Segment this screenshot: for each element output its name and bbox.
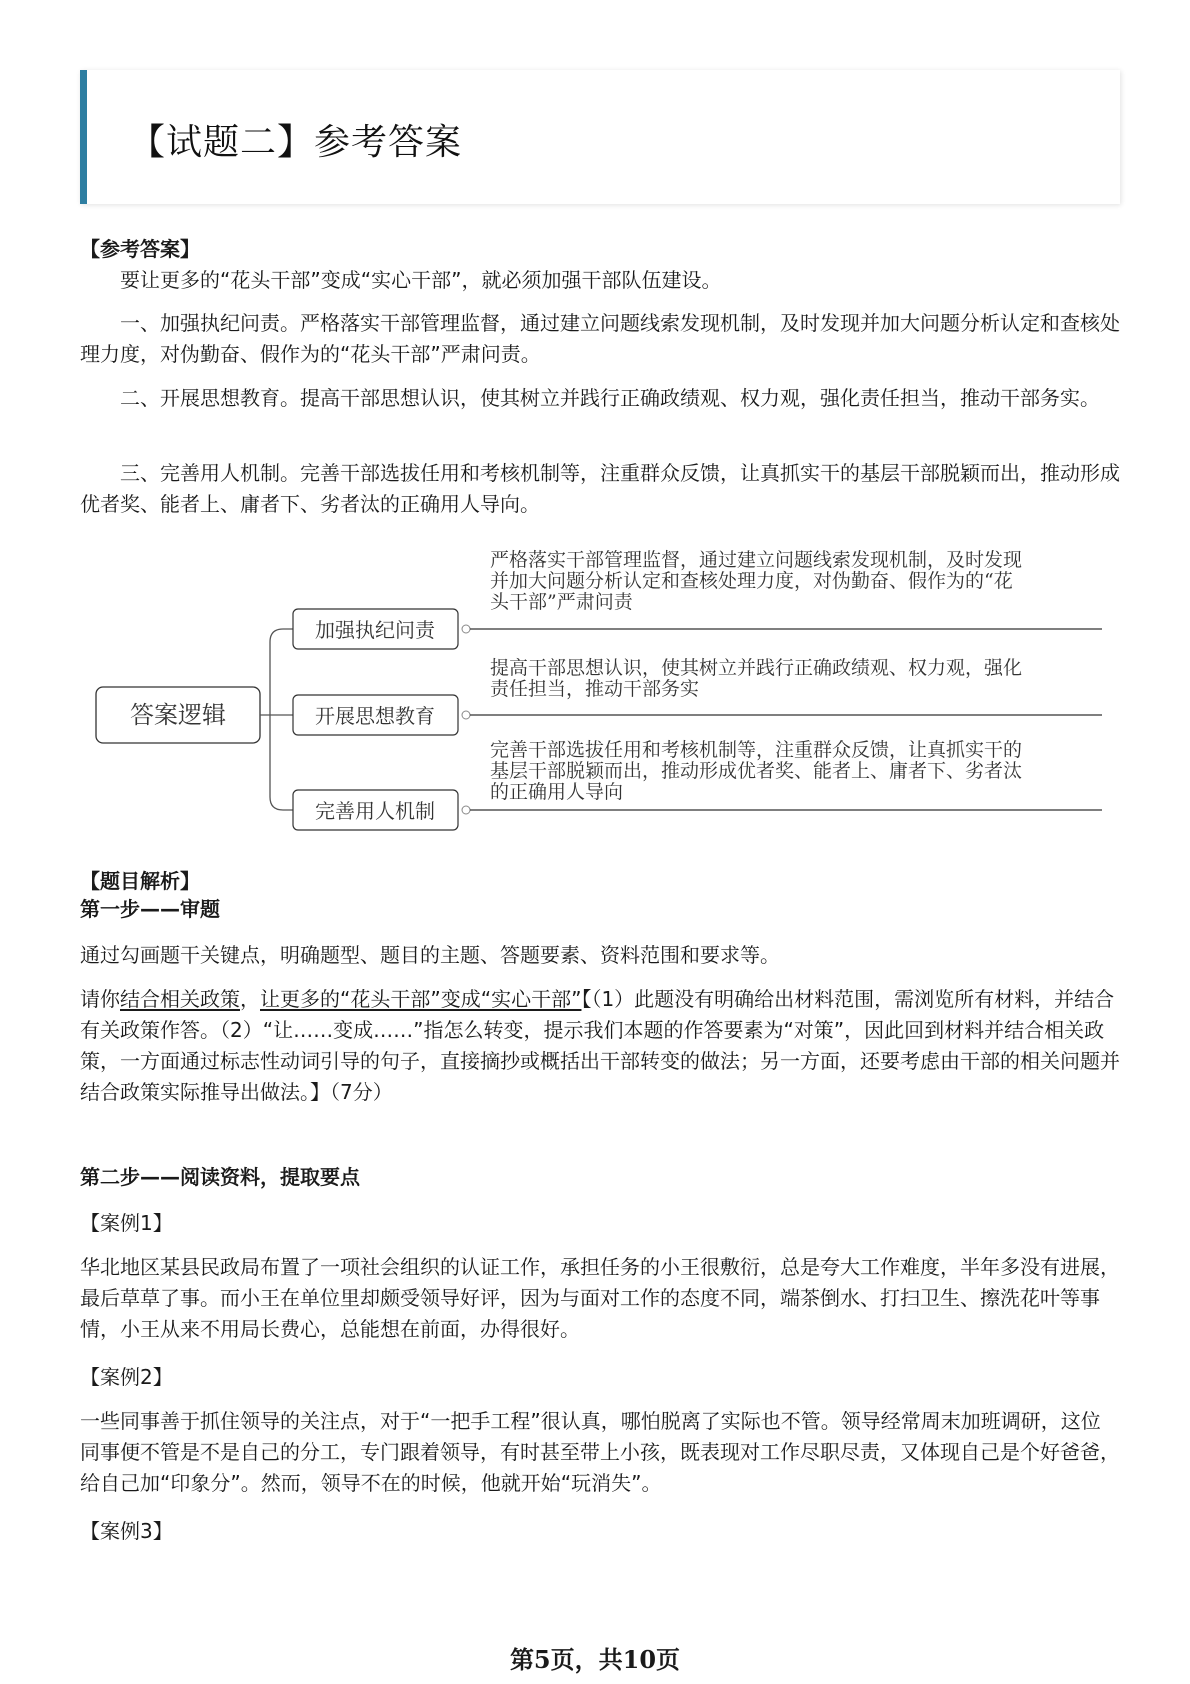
case-2-text: 一些同事善于抓住领导的关注点，对于“一把手工程”很认真，哪怕脱离了实际也不管。领导经常周末加班调研，这位同事便不管是不是自己的分工，专门跟着领导，有时甚至带上小孩，既表现对工作尽职尽责，又体现自己是个好爸爸，给自己加“印象分”。然而，领导不在的时候，他就开始“玩消失”。 (80, 1409, 1120, 1495)
case-2-label: 【案例2】 (80, 1365, 173, 1389)
mindmap-leaf-line-2-2: 责任担当，推动干部务实 (490, 678, 700, 700)
question-analysis (80, 984, 1120, 1108)
mindmap-leaf-line-1-1: 严格落实干部管理监督，通过建立问题线索发现机制，及时发现 (490, 549, 1023, 571)
case-3-label: 【案例3】 (80, 1519, 173, 1543)
mindmap-expand-dot-1 (462, 625, 470, 633)
case-1-label: 【案例1】 (80, 1211, 173, 1235)
page-title: 【试题二】参考答案 (129, 122, 463, 163)
mindmap-leaf-text-2 (490, 656, 1028, 700)
answer-intro: 要让更多的“花头干部”变成“实心干部”，就必须加强干部队伍建设。 (120, 268, 722, 292)
analysis-heading: 【题目解析】 (80, 869, 200, 893)
answer-heading: 【参考答案】 (80, 237, 200, 261)
step1-desc: 通过勾画题干关键点，明确题型、题目的主题、答题要素、资料范围和要求等。 (80, 943, 780, 967)
mindmap-branch-label-2: 开展思想教育 (315, 704, 435, 728)
mindmap-expand-dot-2 (462, 711, 470, 719)
mindmap-connectors (260, 629, 293, 810)
mindmap-expand-dot-3 (462, 806, 470, 814)
answer-point-2: 二、开展思想教育。提高干部思想认识，使其树立并践行正确政绩观、权力观，强化责任担当，推动干部务实。 (120, 386, 1100, 410)
mindmap-leaf-line-3-2: 基层干部脱颖而出，推动形成优者奖、能者上、庸者下、劣者汰 (490, 760, 1023, 782)
case-1-text: 华北地区某县民政局布置了一项社会组织的认证工作，承担任务的小王很敷衍，总是夸大工作难度，半年多没有进展，最后草草了事。而小王在单位里却颇受领导好评，因为与面对工作的态度不同，端茶倒水、打扫卫生、擦洗花叶等事情，小王从来不用局长费心，总能想在前面，办得很好。 (80, 1255, 1120, 1341)
question-prefix: 请你 (80, 987, 120, 1011)
question-keyword-policy: 结合相关政策 (120, 987, 240, 1011)
mindmap-root-label: 答案逻辑 (130, 701, 226, 729)
step2-title: 第二步——阅读资料，提取要点 (80, 1165, 360, 1189)
mindmap-branch-label-1: 加强执纪问责 (315, 618, 435, 642)
mindmap-leaf-line-2-1: 提高干部思想认识，使其树立并践行正确政绩观、权力观，强化 (490, 657, 1023, 679)
page-number-footer: 第5页，共10页 (509, 1645, 681, 1674)
question-comma: ， (240, 987, 260, 1011)
mindmap-branch-label-3: 完善用人机制 (315, 799, 435, 823)
mindmap-leaf-line-3-1: 完善干部选拔任用和考核机制等，注重群众反馈，让真抓实干的 (490, 739, 1023, 761)
question-keyword-topic: 让更多的“花头干部”变成“实心干部” (260, 987, 582, 1011)
title-banner (80, 70, 1120, 204)
mindmap-leaf-text-1 (490, 549, 1028, 613)
answer-point-3: 三、完善用人机制。完善干部选拔任用和考核机制等，注重群众反馈，让真抓实干的基层干部脱颖而出，推动形成优者奖、能者上、庸者下、劣者汰的正确用人导向。 (80, 461, 1120, 516)
mindmap-leaf-line-1-3: 头干部”严肃问责 (490, 591, 633, 613)
answer-point-1: 一、加强执纪问责。严格落实干部管理监督，通过建立问题线索发现机制，及时发现并加大问题分析认定和查核处理力度，对伪勤奋、假作为的“花头干部”严肃问责。 (80, 311, 1120, 366)
mindmap-leaf-line-1-2: 并加大问题分析认定和查核处理力度，对伪勤奋、假作为的“花 (490, 570, 1013, 592)
mindmap-leaf-line-3-3: 的正确用人导向 (490, 781, 624, 803)
step1-title: 第一步——审题 (80, 897, 220, 921)
mindmap-leaf-text-3 (490, 739, 1028, 803)
question-notes: 【（1）此题没有明确给出材料范围，需浏览所有材料，并结合有关政策作答。（2）“让……变成……”指怎么转变，提示我们本题的作答要素为“对策”，因此回到材料并结合相关政策，一方面通过标志性动词引导的句子，直接摘抄或概括出干部转变的做法；另一方面，还要考虑由干部的相关问题并结合政策实际推导出做法。】（7分） (80, 987, 1120, 1104)
answer-logic-mindmap (80, 545, 1120, 835)
